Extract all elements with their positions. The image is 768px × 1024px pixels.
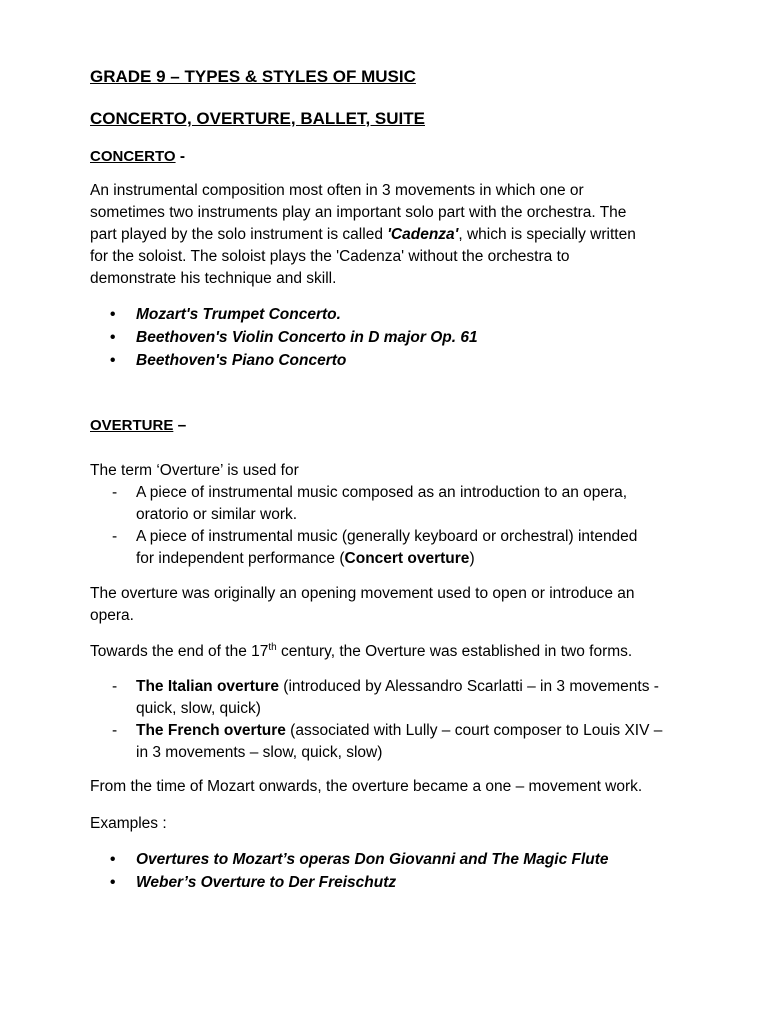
text-run: for independent performance ( xyxy=(136,550,345,567)
concerto-paragraph xyxy=(90,180,636,290)
list-item xyxy=(90,871,609,894)
list-item-text: Mozart's Trumpet Concerto. xyxy=(136,306,341,323)
bullet-icon: • xyxy=(110,851,116,868)
list-item-text: in 3 movements – slow, quick, slow) xyxy=(136,744,383,761)
list-item-text: A piece of instrumental music (generally keyboard or orchestral) intended xyxy=(136,528,638,545)
overture-paragraph-forms xyxy=(90,641,632,663)
list-item xyxy=(90,848,609,871)
paragraph-line: opera. xyxy=(90,607,134,624)
overture-forms-list xyxy=(90,676,662,764)
list-item-text: A piece of instrumental music composed as an introduction to an opera, xyxy=(136,484,628,501)
concerto-heading xyxy=(90,146,185,168)
list-item-text xyxy=(136,676,662,698)
italian-overture-term: The Italian overture xyxy=(136,678,279,695)
list-item xyxy=(90,720,662,764)
concerto-examples-list xyxy=(90,303,478,372)
text-run: century, the Overture was established in two forms. xyxy=(276,643,633,660)
list-item xyxy=(90,303,478,326)
text-run: part played by the solo instrument is called xyxy=(90,226,388,243)
overture-uses-list xyxy=(90,482,637,570)
dash-icon: - xyxy=(112,528,118,545)
list-item-text: Overtures to Mozart’s operas Don Giovanni and The Magic Flute xyxy=(136,851,609,868)
bullet-icon: • xyxy=(110,874,116,891)
page-subtitle: CONCERTO, OVERTURE, BALLET, SUITE xyxy=(90,109,425,128)
overture-examples-list xyxy=(90,848,609,894)
list-item-text: Beethoven's Piano Concerto xyxy=(136,352,347,369)
text-run: ) xyxy=(469,550,475,567)
list-item xyxy=(90,482,637,526)
bullet-icon: • xyxy=(110,329,116,346)
concerto-heading-label: CONCERTO xyxy=(90,148,176,165)
list-item xyxy=(90,526,637,570)
dash-icon: - xyxy=(112,722,118,739)
paragraph-line: The overture was originally an opening movement used to open or introduce an xyxy=(90,585,635,602)
cadenza-term: 'Cadenza' xyxy=(387,226,459,243)
dash-icon: - xyxy=(112,678,118,695)
overture-heading-suffix: – xyxy=(173,417,187,434)
list-item xyxy=(90,349,478,372)
paragraph-line: demonstrate his technique and skill. xyxy=(90,270,337,287)
concert-overture-term: Concert overture xyxy=(344,550,470,567)
list-item-text: Weber’s Overture to Der Freischutz xyxy=(136,874,397,891)
list-item xyxy=(90,676,662,720)
page-title: GRADE 9 – TYPES & STYLES OF MUSIC xyxy=(90,67,416,86)
paragraph-line xyxy=(90,224,636,246)
ordinal-suffix: th xyxy=(268,641,277,653)
list-item-text xyxy=(136,548,637,570)
text-run: , which is specially written xyxy=(458,226,636,243)
list-item-text xyxy=(136,720,662,742)
french-overture-term: The French overture xyxy=(136,722,286,739)
concerto-heading-suffix: - xyxy=(175,148,186,165)
overture-heading xyxy=(90,415,186,437)
paragraph-line: for the soloist. The soloist plays the 'Cadenza' without the orchestra to xyxy=(90,248,570,265)
overture-paragraph-origin xyxy=(90,583,635,627)
paragraph-line: sometimes two instruments play an important solo part with the orchestra. The xyxy=(90,204,627,221)
bullet-icon: • xyxy=(110,352,116,369)
overture-paragraph-mozart: From the time of Mozart onwards, the overture became a one – movement work. xyxy=(90,778,643,795)
paragraph-line: An instrumental composition most often in 3 movements in which one or xyxy=(90,182,584,199)
text-run: Towards the end of the 17 xyxy=(90,643,269,660)
list-item xyxy=(90,326,478,349)
list-item-text: oratorio or similar work. xyxy=(136,506,298,523)
bullet-icon: • xyxy=(110,306,116,323)
text-run: (associated with Lully – court composer to Louis XIV – xyxy=(285,722,663,739)
overture-heading-label: OVERTURE xyxy=(90,417,174,434)
overture-intro: The term ‘Overture’ is used for xyxy=(90,462,299,479)
overture-examples-label: Examples : xyxy=(90,815,167,832)
list-item-text: quick, slow, quick) xyxy=(136,700,261,717)
list-item-text: Beethoven's Violin Concerto in D major Op. 61 xyxy=(136,329,478,346)
dash-icon: - xyxy=(112,484,118,501)
text-run: (introduced by Alessandro Scarlatti – in 3 movements - xyxy=(278,678,659,695)
